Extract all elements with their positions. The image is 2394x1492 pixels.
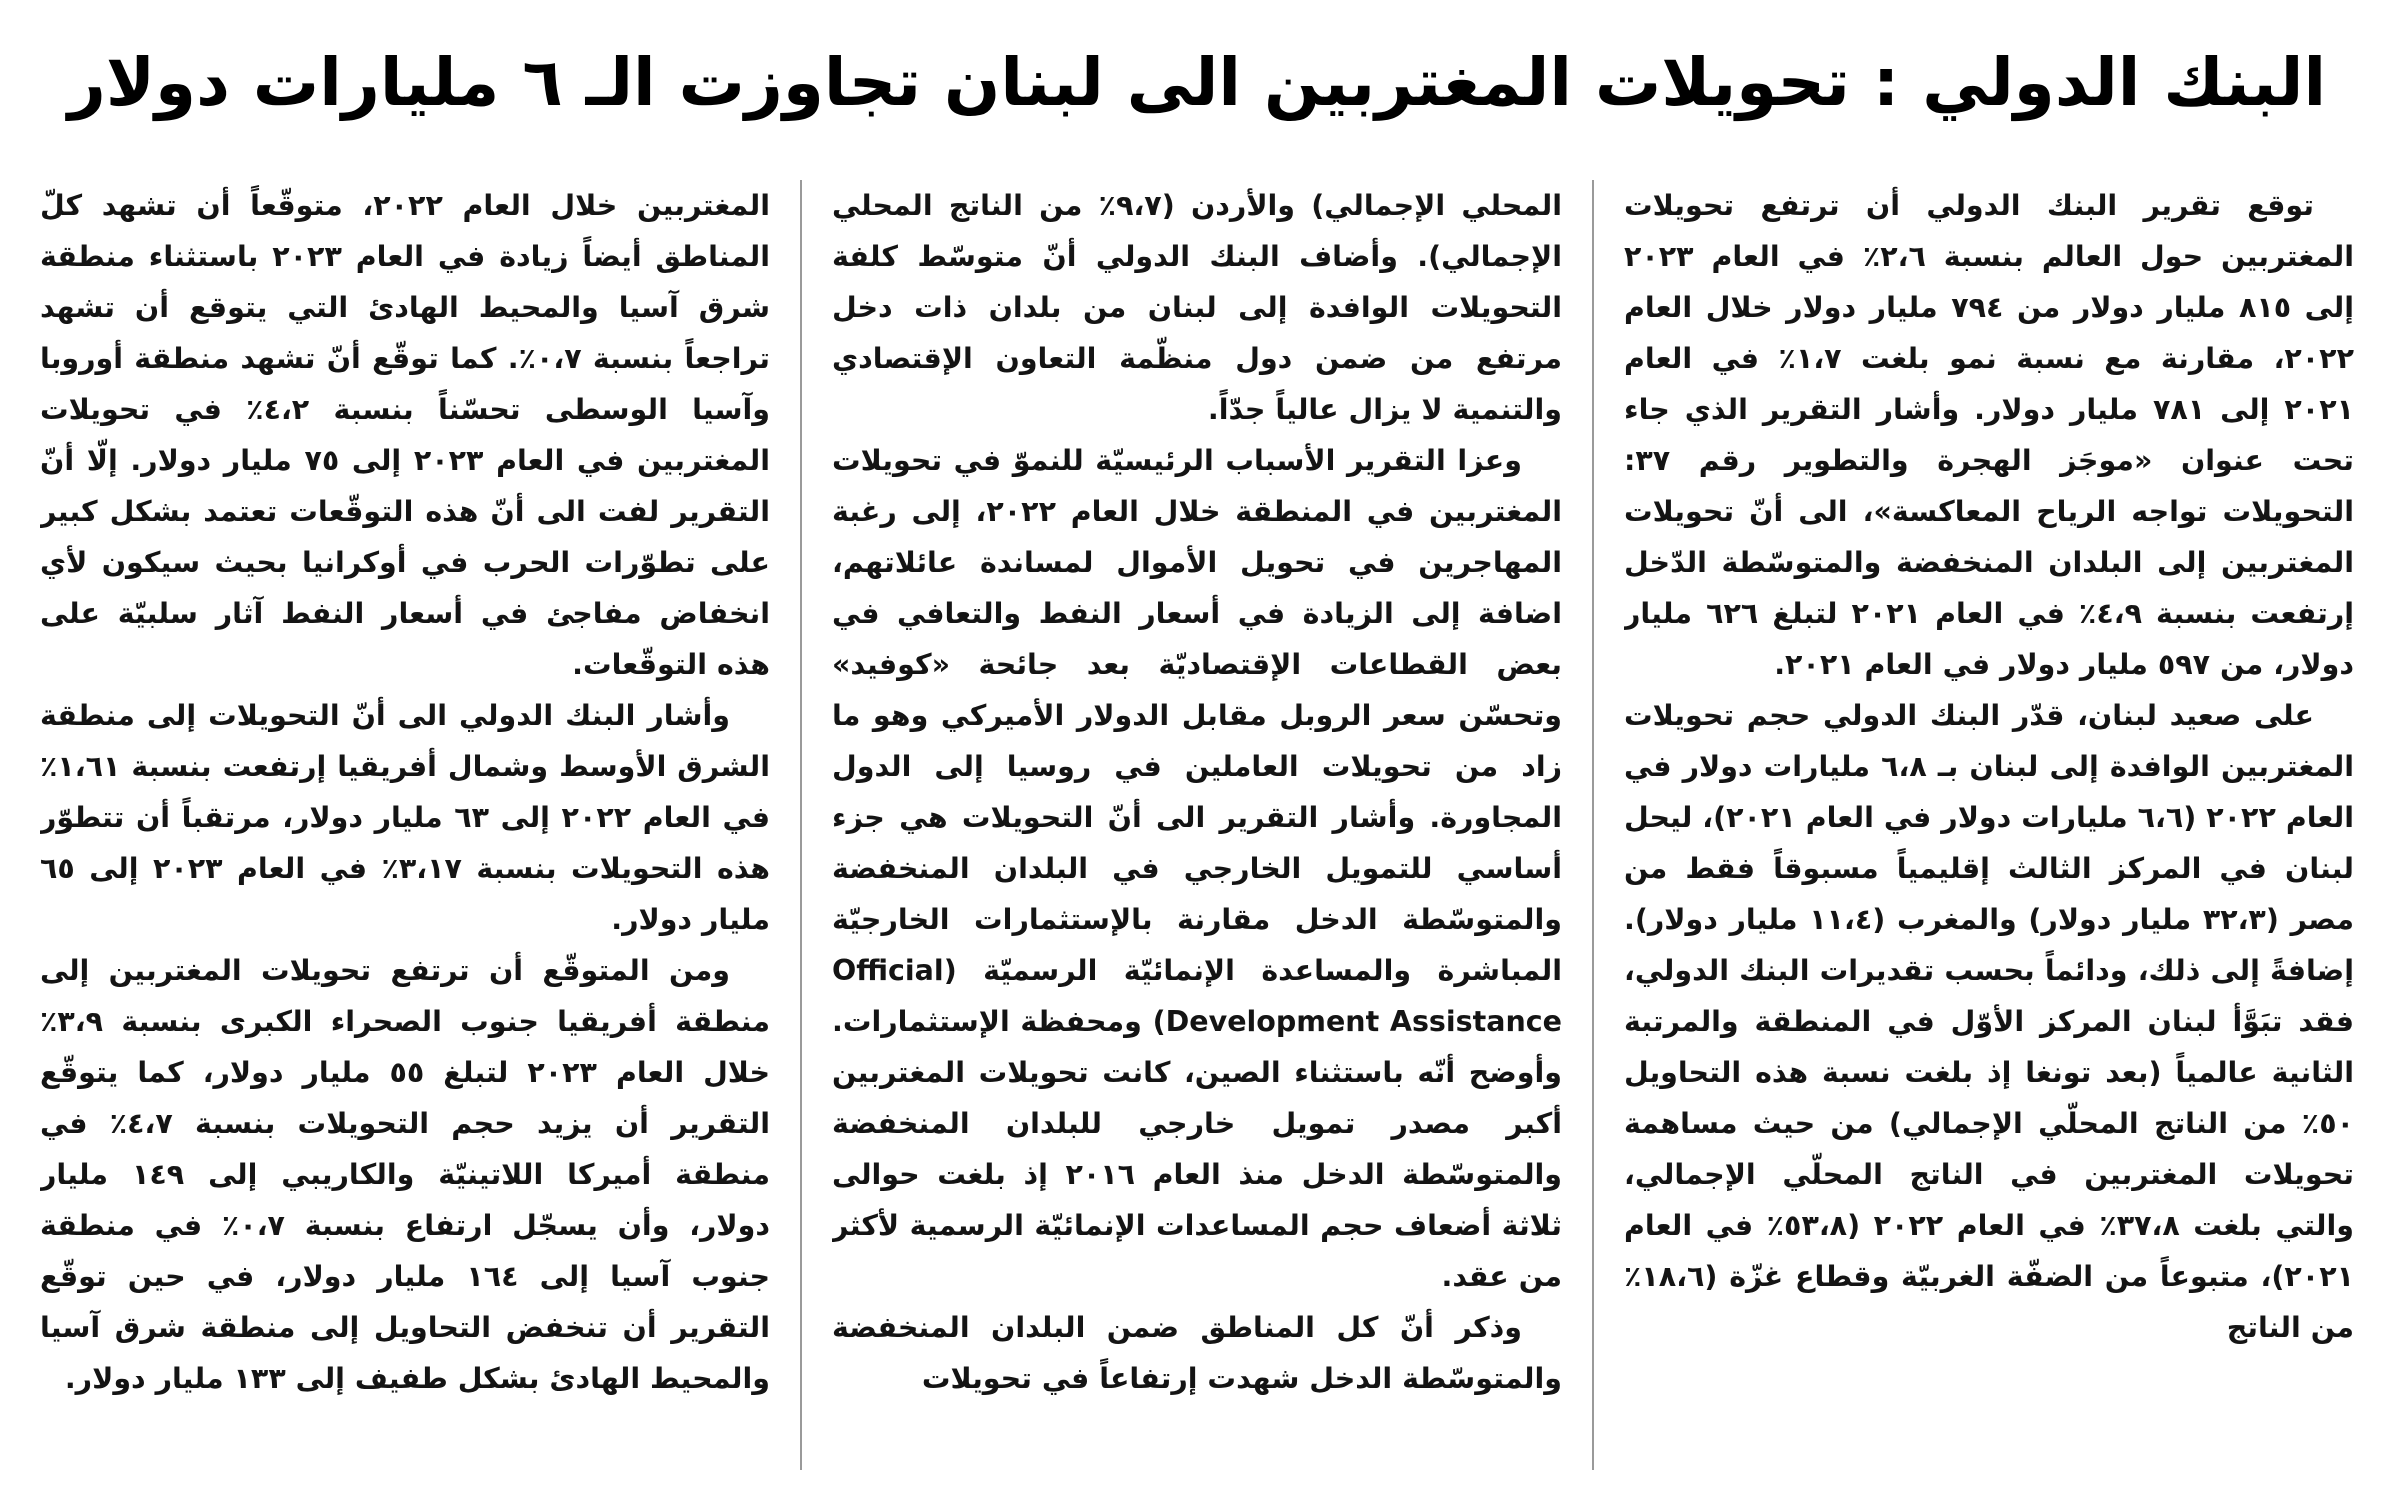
column-1-paragraph-2: على صعيد لبنان، قدّر البنك الدولي حجم تحويلات المغتربين الوافدة إلى لبنان بـ ٦،٨ مليارات دولار في العام ٢٠٢٢ (٦،٦ مليارات دولار في العام ٢٠٢١)، ليحل لبنان في المركز الثالث إقليمياً مسبوقاً فقط من مصر (٣٢،٣ مليار دولار) والمغرب (١١،٤ مليار دولار). إضافةً إلى ذلك، ودائماً بحسب تقديرات البنك الدولي، فقد تبَوَّأ لبنان المركز الأوّل في المنطقة والمرتبة الثانية عالمياً (بعد تونغا إذ بلغت نسبة هذه التحاويل ٥٠٪ من الناتج المحلّي الإجمالي) من حيث مساهمة تحويلات المغتربين في الناتج المحلّي الإجمالي، والتي بلغت ٣٧،٨٪ في العام ٢٠٢٢ (٥٣،٨٪ في العام ٢٠٢١)، متبوعاً من الضفّة الغربيّة وقطاع غزّة (١٨،٦٪ من الناتج [1624,699,2354,1344]
column-3-paragraph-2: وأشار البنك الدولي الى أنّ التحويلات إلى منطقة الشرق الأوسط وشمال أفريقيا إرتفعت بنسبة ١،٦١٪ في العام ٢٠٢٢ إلى ٦٣ مليار دولار، مرتقباً أن تتطوّر هذه التحويلات بنسبة ٣،١٧٪ في العام ٢٠٢٣ إلى ٦٥ مليار دولار. [40,699,770,936]
article-headline: البنك الدولي : تحويلات المغتربين الى لبنان تجاوزت الـ ٦ مليارات دولار [67,44,2327,121]
column-2-paragraph-3: وذكر أنّ كل المناطق ضمن البلدان المنخفضة والمتوسّطة الدخل شهدت إرتفاعاً في تحويلات [832,1311,1562,1395]
article-column-3 [40,180,770,1470]
article-column-2 [832,180,1562,1470]
column-3-paragraph-3: ومن المتوقّع أن ترتفع تحويلات المغتربين إلى منطقة أفريقيا جنوب الصحراء الكبرى بنسبة ٣،٩٪ خلال العام ٢٠٢٣ لتبلغ ٥٥ مليار دولار، كما يتوقّع التقرير أن يزيد حجم التحويلات بنسبة ٤،٧٪ في منطقة أميركا اللاتينيّة والكاريبي إلى ١٤٩ مليار دولار، وأن يسجّل ارتفاع بنسبة ٠،٧٪ في منطقة جنوب آسيا إلى ١٦٤ مليار دولار، في حين توقّع التقرير أن تنخفض التحاويل إلى منطقة شرق آسيا والمحيط الهادئ بشكل طفيف إلى ١٣٣ مليار دولار. [40,954,770,1395]
column-1-paragraph-1: توقع تقرير البنك الدولي أن ترتفع تحويلات المغتربين حول العالم بنسبة ٢،٦٪ في العام ٢٠٢٣ إلى ٨١٥ مليار دولار من ٧٩٤ مليار دولار خلال العام ٢٠٢٢، مقارنة مع نسبة نمو بلغت ١،٧٪ في العام ٢٠٢١ إلى ٧٨١ مليار دولار. وأشار التقرير الذي جاء تحت عنوان «موجَز الهجرة والتطوير رقم ٣٧: التحويلات تواجه الرياح المعاكسة»، الى أنّ تحويلات المغتربين إلى البلدان المنخفضة والمتوسّطة الدّخل إرتفعت بنسبة ٤،٩٪ في العام ٢٠٢١ لتبلغ ٦٢٦ مليار دولار، من ٥٩٧ مليار دولار في العام ٢٠٢١. [1624,189,2354,681]
column-2-paragraph-2: وعزا التقرير الأسباب الرئيسيّة للنموّ في تحويلات المغتربين في المنطقة خلال العام ٢٠٢٢، إلى رغبة المهاجرين في تحويل الأموال لمساندة عائلاتهم، اضافة إلى الزيادة في أسعار النفط والتعافي في بعض القطاعات الإقتصاديّة بعد جائحة «كوفيد» وتحسّن سعر الروبل مقابل الدولار الأميركي وهو ما زاد من تحويلات العاملين في روسيا إلى الدول المجاورة. وأشار التقرير الى أنّ التحويلات هي جزء أساسي للتمويل الخارجي في البلدان المنخفضة والمتوسّطة الدخل مقارنة بالإستثمارات الخارجيّة المباشرة والمساعدة الإنمائيّة الرسميّة (Official Development Assistance) ومحفظة الإستثمارات. وأوضح أنّه باستثناء الصين، كانت تحويلات المغتربين أكبر مصدر تمويل خارجي للبلدان المنخفضة والمتوسّطة الدخل منذ العام ٢٠١٦ إذ بلغت حوالى ثلاثة أضعاف حجم المساعدات الإنمائيّة الرسمية لأكثر من عقد. [832,444,1562,1293]
article-column-1 [1624,180,2354,1470]
article-columns [40,180,2354,1470]
column-2-paragraph-1: المحلي الإجمالي) والأردن (٩،٧٪ من الناتج المحلي الإجمالي). وأضاف البنك الدولي أنّ متوسّط كلفة التحويلات الوافدة إلى لبنان من بلدان ذات دخل مرتفع من ضمن دول منظّمة التعاون الإقتصادي والتنمية لا يزال عالياً جدّاً. [832,189,1562,426]
column-divider [800,180,802,1470]
column-divider [1592,180,1594,1470]
column-3-paragraph-1: المغتربين خلال العام ٢٠٢٢، متوقّعاً أن تشهد كلّ المناطق أيضاً زيادة في العام ٢٠٢٣ باستثناء منطقة شرق آسيا والمحيط الهادئ التي يتوقع أن تشهد تراجعاً بنسبة ٠،٧٪. كما توقّع أنّ تشهد منطقة أوروبا وآسيا الوسطى تحسّناً بنسبة ٤،٢٪ في تحويلات المغتربين في العام ٢٠٢٣ إلى ٧٥ مليار دولار. إلّا أنّ التقرير لفت الى أنّ هذه التوقّعات تعتمد بشكل كبير على تطوّرات الحرب في أوكرانيا بحيث سيكون لأي انخفاض مفاجئ في أسعار النفط آثار سلبيّة على هذه التوقّعات. [40,189,770,681]
